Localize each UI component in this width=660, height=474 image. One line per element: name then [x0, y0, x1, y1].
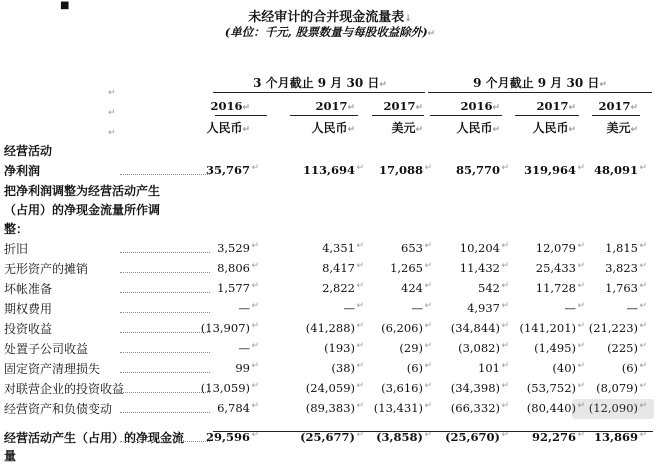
paragraph-mark: ↵: [424, 163, 432, 173]
currency-header: 美元↵: [391, 121, 423, 135]
row-value: —: [238, 301, 250, 315]
currency-header: 人民币↵: [456, 121, 500, 135]
paragraph-mark: ↵: [108, 108, 116, 118]
paragraph-mark: ↵: [251, 301, 259, 311]
year-rule: [215, 115, 267, 116]
leader-dots: [120, 272, 210, 273]
row-value: (225): [607, 341, 638, 355]
row-value: 92,276: [531, 430, 576, 444]
row-value: (12,090): [588, 401, 638, 415]
paragraph-mark: ↵: [251, 401, 259, 411]
paragraph-mark: ↵: [356, 261, 364, 271]
row-value: (13,431): [373, 401, 423, 415]
paragraph-mark: ↵: [577, 301, 585, 311]
leader-dots: [120, 332, 210, 333]
paragraph-mark: ↵: [251, 341, 259, 351]
paragraph-mark: ↵: [639, 321, 647, 331]
paragraph-mark: ↵: [356, 401, 364, 411]
paragraph-mark: ↵: [356, 381, 364, 391]
paragraph-mark: ↵: [424, 381, 432, 391]
paragraph-mark: ↵: [639, 163, 647, 173]
table-row: [0, 445, 660, 465]
paragraph-mark: ↵: [501, 430, 509, 440]
paragraph-mark: ↵: [356, 301, 364, 311]
row-value: (1,495): [534, 341, 576, 355]
group-header-rule: [428, 92, 652, 93]
group-header-3-months: 3 个月截止 9 月 30 日↵: [253, 76, 387, 90]
paragraph-mark: ↵: [356, 341, 364, 351]
table-row: [0, 338, 660, 358]
row-label: 期权费用: [4, 302, 53, 316]
paragraph-mark: ↵: [577, 401, 585, 411]
year-header: 2017↵: [315, 99, 355, 113]
row-value: 1,265: [390, 261, 423, 275]
paragraph-mark: ↵: [577, 281, 585, 291]
paragraph-mark: ↵: [577, 241, 585, 251]
row-value: —: [238, 341, 250, 355]
paragraph-mark: ↵: [356, 361, 364, 371]
row-label: 固定资产清理损失: [4, 362, 101, 376]
row-label: 投资收益: [4, 322, 53, 336]
row-value: 12,079: [535, 241, 576, 255]
paragraph-mark: ↵: [251, 430, 259, 440]
row-label: 把净利润调整为经营活动产生: [4, 184, 161, 198]
row-label: 经营活动产生（占用）的净现金流: [4, 431, 185, 445]
row-value: 6,784: [217, 401, 250, 415]
paragraph-mark: ↵: [424, 361, 432, 371]
row-value: —: [564, 301, 576, 315]
statement-title: 未经审计的合并现金流量表↓: [248, 10, 412, 25]
row-value: 99: [235, 361, 250, 375]
row-value: (24,059): [305, 381, 355, 395]
paragraph-mark: ↵: [639, 401, 647, 411]
paragraph-mark: ↵: [108, 128, 116, 138]
row-label: 净利润: [4, 164, 41, 178]
paragraph-mark: ↵: [356, 163, 364, 173]
paragraph-mark: ↵: [639, 430, 647, 440]
row-value: (193): [324, 341, 355, 355]
year-header: 2017↵: [598, 99, 638, 113]
leader-dots: [120, 174, 210, 175]
leader-dots: [120, 441, 210, 442]
paragraph-mark: ↵: [577, 381, 585, 391]
row-value: 1,815: [605, 241, 638, 255]
paragraph-mark: ↵: [356, 241, 364, 251]
paragraph-mark: ↵: [501, 341, 509, 351]
row-label: 处置子公司收益: [4, 342, 89, 356]
table-row: [0, 278, 660, 298]
year-header: 2017↵: [383, 99, 423, 113]
paragraph-mark: ↵: [577, 321, 585, 331]
total-top-rule: [213, 431, 653, 432]
table-row: [0, 318, 660, 338]
paragraph-mark: ↵: [639, 341, 647, 351]
year-header: 2016↵: [460, 99, 500, 113]
paragraph-mark: ↵: [356, 281, 364, 291]
currency-header: 人民币↵: [311, 121, 355, 135]
paragraph-mark: ↵: [424, 241, 432, 251]
paragraph-mark: ↵: [424, 401, 432, 411]
year-rule: [290, 115, 358, 116]
row-value: (3,858): [376, 430, 423, 444]
paragraph-mark: ↵: [501, 301, 509, 311]
row-label: 经营活动: [4, 144, 53, 158]
paragraph-mark: ↵: [501, 281, 509, 291]
row-value: 4,351: [322, 241, 355, 255]
corner-mark: ■: [60, 0, 70, 11]
row-value: (3,616): [381, 381, 423, 395]
row-value: (25,670): [445, 430, 500, 444]
paragraph-mark: ↵: [639, 261, 647, 271]
row-value: (38): [331, 361, 355, 375]
paragraph-mark: ↵: [639, 361, 647, 371]
paragraph-mark: ↵: [501, 321, 509, 331]
row-value: 48,091: [593, 163, 638, 177]
row-value: 3,529: [217, 241, 250, 255]
row-value: 113,694: [302, 163, 355, 177]
row-value: (80,440): [526, 401, 576, 415]
table-row: [0, 199, 660, 219]
group-header-rule: [213, 92, 425, 93]
row-value: 29,596: [205, 430, 250, 444]
table-row: [0, 358, 660, 378]
row-value: (13,059): [200, 381, 250, 395]
row-value: (6,206): [381, 321, 423, 335]
paragraph-mark: ↵: [251, 381, 259, 391]
row-label: 整：: [4, 222, 29, 236]
table-row: [0, 398, 660, 418]
row-value: 4,937: [467, 301, 500, 315]
row-value: 10,204: [459, 241, 500, 255]
row-label: 坏帐准备: [4, 282, 53, 296]
leader-dots: [120, 292, 210, 293]
row-value: (141,201): [519, 321, 576, 335]
row-value: —: [626, 301, 638, 315]
row-value: 424: [401, 281, 423, 295]
paragraph-mark: ↵: [639, 381, 647, 391]
row-value: 13,869: [593, 430, 638, 444]
watermark-overlay: [572, 399, 654, 419]
table-row: [0, 160, 660, 180]
paragraph-mark: ↵: [639, 301, 647, 311]
currency-header: 人民币↵: [532, 121, 576, 135]
paragraph-mark: ↵: [424, 341, 432, 351]
row-value: (6): [621, 361, 638, 375]
row-value: 17,088: [378, 163, 423, 177]
row-value: (40): [552, 361, 576, 375]
leader-dots: [120, 412, 210, 413]
paragraph-mark: ↵: [577, 430, 585, 440]
row-label: 无形资产的摊销: [4, 262, 89, 276]
row-value: (6): [406, 361, 423, 375]
table-row: [0, 298, 660, 318]
paragraph-mark: ↵: [639, 281, 647, 291]
statement-subtitle: (单位：千元, 股票数量与每股收益除外)↵: [224, 25, 436, 39]
row-label: 对联营企业的投资收益: [4, 382, 125, 396]
row-value: (21,223): [588, 321, 638, 335]
paragraph-mark: ↵: [251, 321, 259, 331]
row-value: (3,082): [458, 341, 500, 355]
currency-header: 人民币↵: [206, 121, 250, 135]
paragraph-mark: ↵: [501, 261, 509, 271]
row-label: 折旧: [4, 242, 29, 256]
row-value: 1,577: [217, 281, 250, 295]
currency-header: 美元↵: [606, 121, 638, 135]
paragraph-mark: ↵: [251, 163, 259, 173]
paragraph-mark: ↵: [577, 163, 585, 173]
leader-dots: [120, 392, 210, 393]
paragraph-mark: ↵: [424, 301, 432, 311]
table-row: [0, 218, 660, 238]
row-value: 8,806: [217, 261, 250, 275]
leader-dots: [120, 312, 210, 313]
paragraph-mark: ↵: [251, 241, 259, 251]
row-value: 11,728: [535, 281, 576, 295]
row-value: 11,432: [459, 261, 500, 275]
leader-dots: [120, 252, 210, 253]
row-value: (53,752): [526, 381, 576, 395]
row-value: 2,822: [322, 281, 355, 295]
row-label: （占用）的净现金流量所作调: [4, 203, 161, 217]
year-rule: [515, 115, 579, 116]
paragraph-mark: ↵: [356, 321, 364, 331]
row-value: 8,417: [322, 261, 355, 275]
paragraph-mark: ↵: [501, 163, 509, 173]
leader-dots: [120, 352, 210, 353]
row-value: (13,907): [200, 321, 250, 335]
row-value: 542: [478, 281, 500, 295]
paragraph-mark: ↵: [501, 361, 509, 371]
paragraph-mark: ↵: [108, 88, 116, 98]
row-value: 653: [401, 241, 423, 255]
row-value: 25,433: [535, 261, 576, 275]
row-value: —: [411, 301, 423, 315]
row-value: 35,767: [205, 163, 250, 177]
leader-dots: [120, 372, 210, 373]
row-label: 经营资产和负债变动: [4, 402, 113, 416]
row-value: (8,079): [596, 381, 638, 395]
group-header-9-months: 9 个月截止 9 月 30 日↵: [473, 76, 607, 90]
paragraph-mark: ↵: [577, 361, 585, 371]
paragraph-mark: ↵: [577, 261, 585, 271]
paragraph-mark: ↵: [424, 430, 432, 440]
row-value: (41,288): [305, 321, 355, 335]
row-value: 3,823: [605, 261, 638, 275]
row-label: 量: [4, 449, 17, 463]
paragraph-mark: ↵: [251, 361, 259, 371]
paragraph-mark: ↵: [424, 281, 432, 291]
table-row: [0, 378, 660, 398]
table-row: [0, 427, 660, 447]
paragraph-mark: ↵: [251, 281, 259, 291]
row-value: (25,677): [300, 430, 355, 444]
paragraph-mark: ↵: [501, 381, 509, 391]
table-row: [0, 238, 660, 258]
paragraph-mark: ↵: [501, 401, 509, 411]
row-value: (66,332): [450, 401, 500, 415]
row-value: (34,398): [450, 381, 500, 395]
year-rule: [372, 115, 424, 116]
row-value: —: [343, 301, 355, 315]
paragraph-mark: ↵: [424, 321, 432, 331]
year-rule: [592, 115, 640, 116]
row-value: (34,844): [450, 321, 500, 335]
paragraph-mark: ↵: [639, 241, 647, 251]
year-rule: [430, 115, 502, 116]
table-row: [0, 180, 660, 200]
row-value: (89,383): [305, 401, 355, 415]
row-value: 1,763: [605, 281, 638, 295]
table-row: [0, 140, 660, 160]
row-value: 85,770: [455, 163, 500, 177]
year-header: 2017↵: [536, 99, 576, 113]
row-value: (29): [399, 341, 423, 355]
paragraph-mark: ↵: [424, 261, 432, 271]
row-value: 319,964: [523, 163, 576, 177]
paragraph-mark: ↵: [356, 430, 364, 440]
paragraph-mark: ↵: [251, 261, 259, 271]
year-header: 2016↵: [210, 99, 250, 113]
paragraph-mark: ↵: [501, 241, 509, 251]
paragraph-mark: ↵: [577, 341, 585, 351]
row-value: 101: [478, 361, 500, 375]
table-row: [0, 258, 660, 278]
